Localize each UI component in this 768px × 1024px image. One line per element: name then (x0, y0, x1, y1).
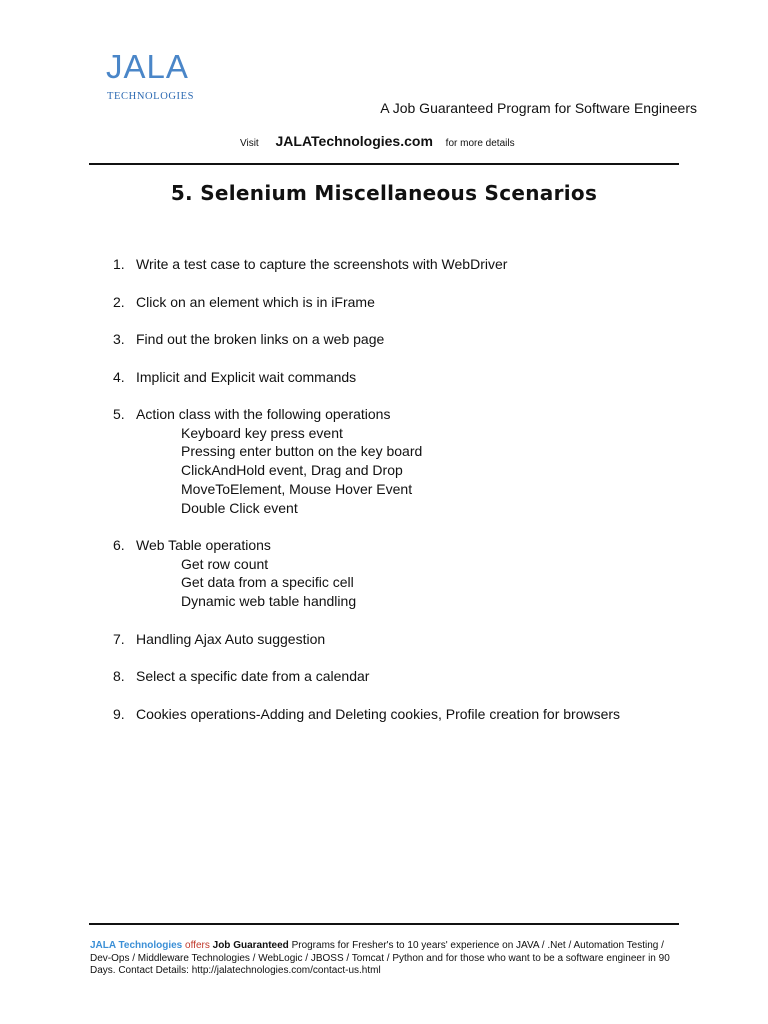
list-item (113, 630, 325, 649)
list-item (113, 667, 369, 686)
footer-line-3: Days. Contact Details: http://jalatechnologies.com/contact-us.html (90, 965, 381, 976)
list-item-text: Write a test case to capture the screenshots with WebDriver (136, 256, 508, 272)
sub-item: Dynamic web table handling (181, 593, 357, 610)
tagline: A Job Guaranteed Program for Software Engineers (380, 100, 697, 116)
list-item-text: Click on an element which is in iFrame (136, 293, 375, 310)
logo-subtitle: TECHNOLOGIES (107, 91, 195, 102)
page-title: 5. Selenium Miscellaneous Scenarios (170, 181, 598, 205)
list-item (113, 405, 390, 424)
list-item-text: Find out the broken links on a web page (136, 331, 385, 347)
list-item-number: 8. (113, 668, 125, 685)
visit-line (240, 133, 515, 149)
sub-item: Get data from a specific cell (181, 574, 354, 591)
header-divider (89, 163, 679, 165)
list-item (113, 536, 271, 555)
list-item-text: Web Table operations (136, 537, 271, 553)
list-item-number: 1. (113, 256, 125, 272)
list-item-number: 5. (113, 406, 125, 422)
sub-item: Pressing enter button on the key board (181, 443, 423, 460)
visit-prefix: Visit (240, 138, 259, 149)
list-item-text: Handling Ajax Auto suggestion (136, 630, 326, 647)
sub-item: Keyboard key press event (181, 424, 343, 441)
list-item-number: 9. (113, 705, 125, 722)
list-item-number: 4. (113, 368, 125, 385)
list-item-text: Select a specific date from a calendar (136, 668, 370, 685)
website-link[interactable]: JALATechnologies.com (275, 133, 433, 149)
footer-offers: offers (185, 940, 210, 951)
list-item (113, 293, 375, 312)
sub-item: Double Click event (181, 499, 298, 516)
footer-job-guaranteed: Job Guaranteed (212, 940, 289, 951)
list-item-text: Implicit and Explicit wait commands (136, 368, 357, 385)
sub-item: ClickAndHold event, Drag and Drop (181, 462, 403, 479)
list-item-text: Action class with the following operations (136, 406, 391, 422)
footer-line-2: Dev-Ops / Middleware Technologies / WebLogic / JBOSS / Tomcat / Python and for those who want to be a software engineer in 90 (90, 952, 670, 964)
list-item-number: 6. (113, 537, 125, 553)
footer-divider (89, 923, 679, 925)
sub-item: MoveToElement, Mouse Hover Event (181, 480, 413, 497)
visit-suffix: for more details (445, 138, 515, 149)
list-item (113, 255, 507, 274)
list-item-number: 3. (113, 331, 125, 347)
list-item-number: 7. (113, 630, 125, 647)
list-item-number: 2. (113, 293, 125, 310)
list-item-text: Cookies operations-Adding and Deleting cookies, Profile creation for browsers (136, 705, 621, 722)
sub-item: Get row count (181, 555, 269, 572)
logo: JALA (106, 48, 189, 85)
list-item (113, 705, 620, 724)
footer-brand: JALA Technologies (90, 940, 183, 951)
footer-programs: Programs for Fresher's to 10 years' experience on JAVA / .Net / Automation Testing / (291, 940, 664, 951)
footer (90, 940, 690, 978)
footer-line-1 (90, 940, 690, 953)
list-item (113, 330, 384, 349)
list-item (113, 368, 356, 387)
